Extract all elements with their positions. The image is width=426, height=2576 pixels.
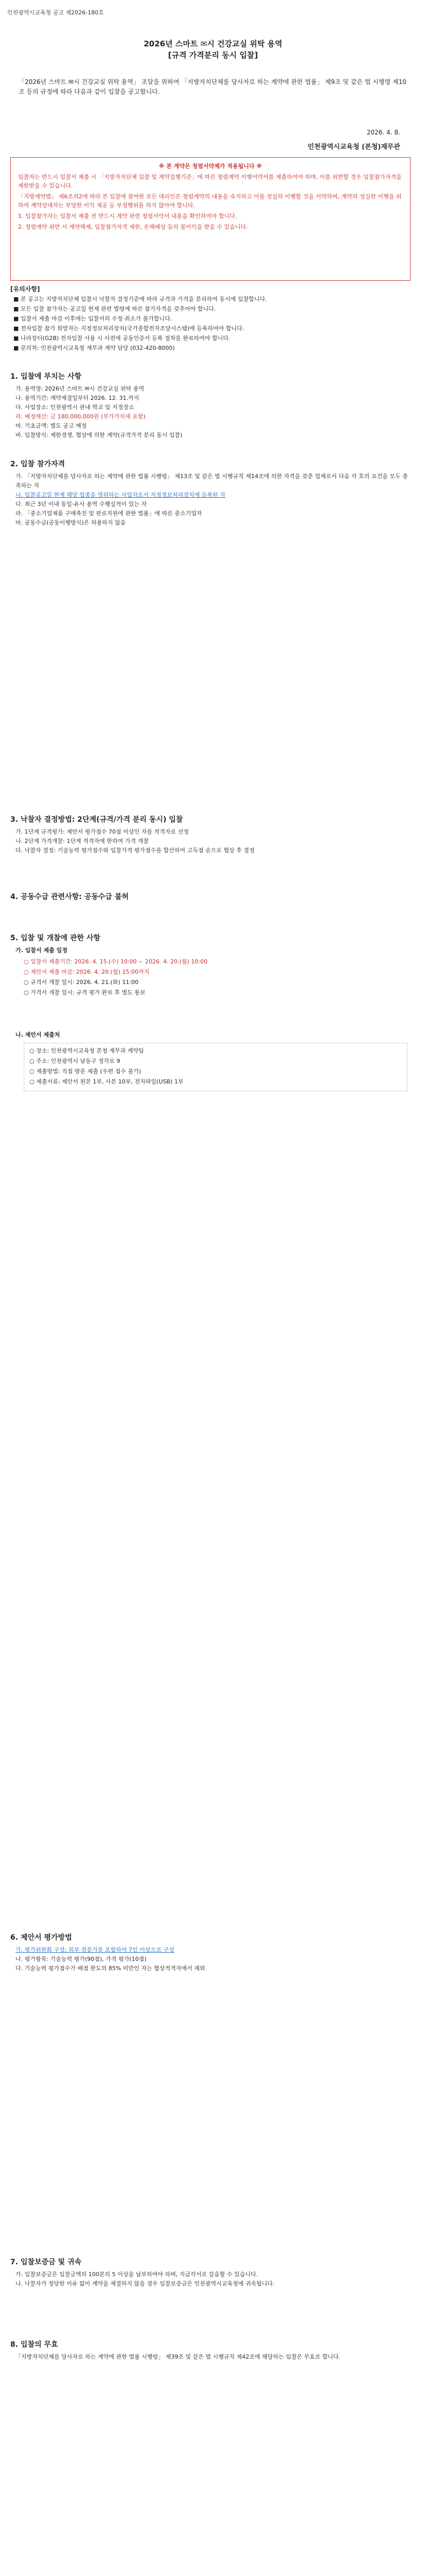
document-title: 2026년 스마트 ✉시 건강교실 위탁 용역 (143, 39, 283, 48)
caution-item: ■ 전자입찰 참가 희망자는 지정정보처리장치(국가종합전자조달시스템)에 등록하여야 합니다. (13, 325, 244, 332)
integrity-notice-box (10, 157, 411, 281)
notice-title: ※ 본 계약은 청렴서약제가 적용됩니다 ※ (159, 163, 262, 170)
caution-list (13, 295, 411, 353)
submission-row: ○ 장소: 인천광역시교육청 본청 재무과 계약팀 (29, 1047, 144, 1054)
intro-paragraph: 「2026년 스마트 ✉시 건강교실 위탁 용역」 조달을 위하여 「지방자치단체를 당사자로 하는 계약에 관한 법률」 제9조 및 같은 법 시행령 제10조 등의 규정에 따라 다음과 같이 입찰을 공고합니다. (19, 78, 406, 95)
caution-item: ■ 입찰서 제출 마감 이후에는 입찰서의 수정·취소가 불가합니다. (13, 315, 172, 322)
section-body (15, 1945, 413, 1973)
section-heading: 2. 입찰 참가자격 (10, 460, 65, 468)
caution-item: ■ 나라장터(G2B) 전자입찰 사용 시 사전에 공동인증서 등록 절차를 완료하여야 합니다. (13, 335, 231, 342)
section-body (15, 384, 413, 440)
schedule-row: ○ 입찰서 제출기간: 2026. 4. 15.(수) 10:00 ~ 2026. 4. 20.(월) 10:00 (24, 958, 208, 965)
section-line: 가. 평가위원회 구성: 외부 전문가를 포함하여 7인 이상으로 구성 (15, 1946, 174, 1953)
section-heading: 6. 제안서 평가방법 (10, 1934, 72, 1942)
section-body (15, 827, 413, 855)
document-subtitle: [규격 가격분리 동시 입찰] (168, 50, 258, 60)
caution-title: [유의사항] (10, 285, 40, 293)
section-line: 가. 「지방자치단체를 당사자로 하는 계약에 관한 법률 시행령」 제13조 및 같은 법 시행규칙 제14조에 의한 자격을 갖춘 업체로서 다음 각 호의 요건을 모두 충족하는 자 (15, 473, 408, 489)
schedule-row: ○ 제안서 제출 마감: 2026. 4. 20.(월) 15:00까지 (24, 969, 150, 975)
section-line: 바. 입찰방식: 제한경쟁, 협상에 의한 계약(규격가격 분리 동시 입찰) (15, 432, 183, 438)
caution-item: ■ 문의처: 인천광역시교육청 재무과 계약 담당 (032-420-8000) (13, 345, 175, 351)
caution-item: ■ 본 공고는 지방자치단체 입찰시 낙찰자 결정기준에 따라 규격과 가격을 분리하여 동시에 입찰합니다. (13, 296, 267, 302)
section-line: 다. 낙찰자 결정: 기술능력 평가점수와 입찰가격 평가점수를 합산하여 고득점 순으로 협상 후 결정 (15, 847, 255, 854)
submission-row: ○ 제출서류: 제안서 원본 1부, 사본 10부, 전자파일(USB) 1부 (29, 1078, 184, 1085)
section-line: 다. 기술능력 평가점수가 배점 한도의 85% 미만인 자는 협상적격자에서 제외 (15, 1965, 205, 1972)
section-body (15, 2352, 413, 2362)
section-heading: 3. 낙찰자 결정방법: 2단계(규격/가격 분리 동시) 입찰 (10, 816, 183, 824)
section-line: 「지방자치단체를 당사자로 하는 계약에 관한 법률 시행령」 제39조 및 같은 법 시행규칙 제42조에 해당하는 입찰은 무효로 합니다. (15, 2353, 341, 2360)
submission-row: ○ 제출방법: 직접 방문 제출 (우편 접수 불가) (29, 1068, 141, 1075)
section-body (15, 2270, 413, 2289)
submission-title: 나. 제안서 제출처 (15, 1031, 60, 1038)
notice-paragraph: 입찰자는 반드시 입찰서 제출 시 「지방자치단체 입찰 및 계약집행기준」에 따른 청렴계약 이행서약서를 제출하여야 하며, 이를 위반할 경우 입찰참가자격을 제한받을 수 있습니다. (18, 174, 402, 189)
section-line: 가. 용역명: 2026년 스마트 ✉시 건강교실 위탁 용역 (15, 385, 144, 392)
section-line: 다. 최근 3년 이내 동일·유사 용역 수행실적이 있는 자 (15, 501, 147, 507)
section-heading: 1. 입찰에 부치는 사항 (10, 372, 81, 381)
caution-item: ■ 모든 입찰 참가자는 공고일 현재 관련 법령에 따른 참가자격을 갖추어야 합니다. (13, 306, 216, 312)
section-line: 마. 기초금액: 별도 공고 예정 (15, 422, 87, 429)
notice-paragraph: 2. 청렴계약 위반 시 계약해제, 입찰참가자격 제한, 손해배상 등의 불이익을 받을 수 있습니다. (18, 224, 248, 230)
issue-date: 2026. 4. 8. (367, 129, 400, 136)
section-heading: 5. 입찰 및 개찰에 관한 사항 (10, 934, 101, 942)
section-line: 나. 용역기간: 계약체결일부터 2026. 12. 31.까지 (15, 395, 139, 401)
submission-row: ○ 주소: 인천광역시 남동구 정각로 9 (29, 1058, 120, 1064)
section-line: 가. 1단계 규격평가: 제안서 평가점수 70점 이상인 자를 적격자로 선정 (15, 828, 189, 835)
section-line: 나. 2단계 가격개찰: 1단계 적격자에 한하여 가격 개찰 (15, 838, 149, 844)
section-heading: 4. 공동수급 관련사항: 공동수급 불허 (10, 893, 129, 901)
section-line: 라. 「중소기업제품 구매촉진 및 판로지원에 관한 법률」에 따른 중소기업자 (15, 510, 202, 517)
document-number: 인천광역시교육청 공고 제2026-180호 (7, 9, 104, 16)
notice-paragraph: 「지방계약법」 제6조의2에 따라 본 입찰에 참여한 모든 대리인은 청렴계약의 내용을 숙지하고 이를 성실히 이행할 것을 서약하며, 계약의 성실한 이행을 위하여 계약상대자는 부당한 이익 제공 등 부정행위를 하지 않아야 합니다. (18, 193, 402, 209)
section-heading: 8. 입찰의 무효 (10, 2341, 58, 2349)
schedule-row: ○ 가격서 개찰 일시: 규격 평가 완료 후 별도 통보 (24, 989, 146, 996)
submission-box (24, 1043, 407, 1091)
section-line: 마. 공동수급(공동이행방식)은 허용하지 않음 (15, 519, 126, 526)
section-line: 가. 입찰보증금은 입찰금액의 100분의 5 이상을 납부하여야 하며, 지급각서로 갈음할 수 있습니다. (15, 2271, 258, 2278)
section-line: 나. 평가항목: 기술능력 평가(90점), 가격 평가(10점) (15, 1956, 146, 1962)
section-body (15, 472, 413, 528)
section-line: 나. 입찰공고일 현재 해당 업종을 영위하는 사업자로서 지정정보처리장치에 등록된 자 (15, 492, 225, 498)
section-line: 나. 낙찰자가 정당한 이유 없이 계약을 체결하지 않을 경우 입찰보증금은 인천광역시교육청에 귀속됩니다. (15, 2280, 275, 2287)
section-line: 라. 배정예산: 금 180,000,000원 (부가가치세 포함) (15, 413, 146, 420)
section-heading: 7. 입찰보증금 및 귀속 (10, 2258, 81, 2266)
section-line: 다. 사업장소: 인천광역시 관내 학교 및 지정장소 (15, 404, 135, 411)
schedule-title: 가. 입찰서 제출 일정 (15, 947, 68, 954)
issuer: 인천광역시교육청 (본청)재무관 (307, 143, 400, 151)
schedule-row: ○ 규격서 개찰 일시: 2026. 4. 21.(화) 11:00 (24, 979, 139, 986)
notice-paragraph: 1. 입찰참가자는 입찰서 제출 전 반드시 계약 관련 청렴서약서 내용을 확인하여야 합니다. (18, 213, 237, 219)
schedule-list (24, 957, 407, 998)
